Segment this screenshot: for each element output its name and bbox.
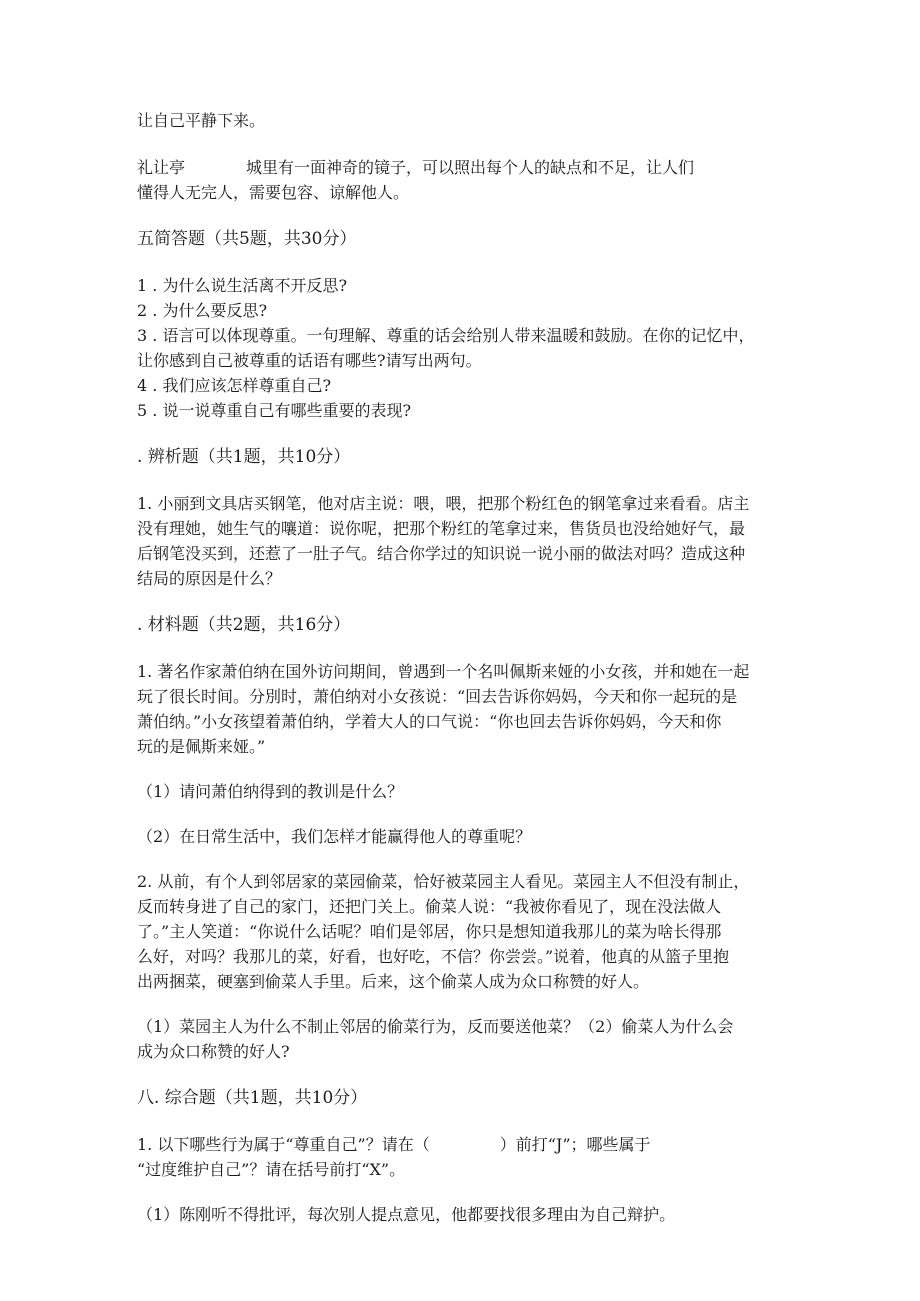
text-fragment: ）前打“J”；哪些属于 <box>499 1135 651 1154</box>
question-item: 2 . 为什么要反思? <box>137 301 268 320</box>
document-page <box>137 108 797 1227</box>
sub-question: （1）陈刚听不得批评，每次别人提点意见，他都要找很多理由为自己辩护。 <box>137 1205 676 1224</box>
text-line: 萧伯纳。”小女孩望着萧伯纳，学着大人的口气说：“你也回去告诉你妈妈，今天和你 <box>137 712 722 731</box>
text-line: 1. 小丽到文具店买钢笔，他对店主说：喂，喂，把那个粉红色的钢笔拿过来看看。店主 <box>137 494 750 513</box>
text-fragment: 1. 以下哪些行为属于“尊重自己”？请在（ <box>137 1135 430 1154</box>
text-line <box>137 1132 797 1157</box>
sub-question: （1）菜园主人为什么不制止邻居的偷菜行为，反而要送他菜？（2）偷菜人为什么会 <box>137 1017 734 1036</box>
text-line: 玩的是佩斯来娅。” <box>137 737 266 756</box>
text-line: 让自己平静下来。 <box>137 111 266 130</box>
question-item: 1 . 为什么说生活离不开反思? <box>137 276 348 295</box>
text-line: 结局的原因是什么？ <box>137 569 282 588</box>
section-heading: . 辨析题（共1题，共10分） <box>137 447 351 467</box>
question-item: 4 . 我们应该怎样尊重自己? <box>137 376 332 395</box>
text-line: 懂得人无完人，需要包容、谅解他人。 <box>137 183 410 202</box>
text-line: 么好，对吗？我那儿的菜，好看，也好吃，不信？你尝尝。”说着，他真的从篮子里抱 <box>137 947 730 966</box>
text-line: 没有理她，她生气的嚷道：说你呢，把那个粉红的笔拿过来，售货员也没给她好气，最 <box>137 519 746 538</box>
section-heading: . 材料题（共2题，共16分） <box>137 615 351 635</box>
sub-question: 成为众口称赞的好人? <box>137 1042 290 1061</box>
section-heading: 五简答题（共5题，共30分） <box>137 229 357 249</box>
sub-question: （2）在日常生活中，我们怎样才能赢得他人的尊重呢？ <box>137 827 532 846</box>
text-line: 2. 从前，有个人到邻居家的菜园偷菜，恰好被菜园主人看见。菜园主人不但没有制止， <box>137 872 750 891</box>
question-item: 让你感到自己被尊重的话语有哪些?请写出两句。 <box>137 351 482 370</box>
question-item: 5 . 说一说尊重自己有哪些重要的表现? <box>137 401 412 420</box>
text-line: 出两捆菜，硬塞到偷菜人手里。后来，这个偷菜人成为众口称赞的好人。 <box>137 972 650 991</box>
sub-question: （1）请问萧伯纳得到的教训是什么？ <box>137 782 404 801</box>
question-item: 3 . 语言可以体现尊重。一句理解、尊重的话会给别人带来温暖和鼓励。在你的记忆中， <box>137 326 755 345</box>
section-heading: 八. 综合题（共1题，共10分） <box>137 1088 368 1108</box>
text-line: 礼让亭 城里有一面神奇的镜子，可以照出每个人的缺点和不足，让人们 <box>137 158 695 177</box>
text-line: “过度维护自己”？请在括号前打“X”。 <box>137 1160 406 1179</box>
text-line: 反而转身进了自己的家门，还把门关上。偷菜人说：“我被你看见了，现在没法做人 <box>137 897 722 916</box>
text-line: 后钢笔没买到，还惹了一肚子气。结合你学过的知识说一说小丽的做法对吗？造成这种 <box>137 544 746 563</box>
text-line: 1. 著名作家萧伯纳在国外访问期间，曾遇到一个名叫佩斯来娅的小女孩，并和她在一起 <box>137 662 750 681</box>
text-line: 了。”主人笑道：“你说什么话呢？咱们是邻居，你只是想知道我那儿的菜为啥长得那 <box>137 922 722 941</box>
text-line: 玩了很长时间。分別时，萧伯纳对小女孩说：“回去告诉你妈妈，今天和你一起玩的是 <box>137 687 738 706</box>
